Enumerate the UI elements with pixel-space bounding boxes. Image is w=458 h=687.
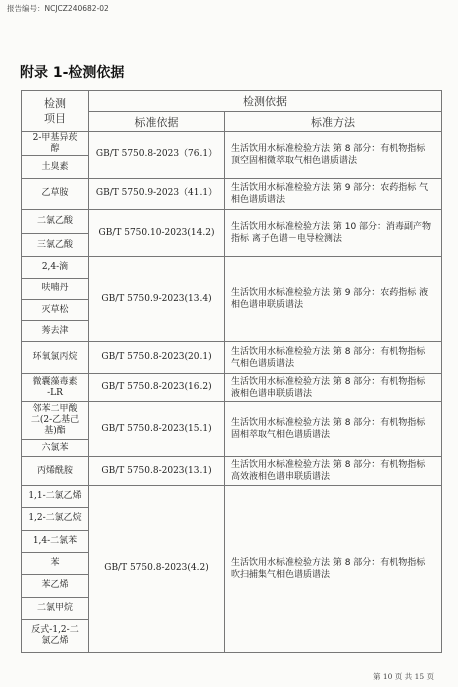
standard-basis: GB/T 5750.8-2023（76.1）: [89, 132, 225, 179]
header-detection-basis: 检测依据: [89, 91, 442, 112]
detection-item: 邻苯二甲酸 二(2-乙基己 基)酯: [22, 401, 89, 439]
standard-method: 生活饮用水标准检验方法 第 8 部分：有机物指标 吹扫捕集气相色谱质谱法: [225, 485, 442, 652]
detection-item: 苯: [22, 552, 89, 574]
standard-basis: GB/T 5750.8-2023(13.1): [89, 457, 225, 486]
appendix-title: 附录 1-检测依据: [20, 65, 125, 81]
standard-basis: GB/T 5750.10-2023(14.2): [89, 209, 225, 257]
page-footer: 第 10 页 共 15 页: [372, 672, 434, 681]
detection-basis-table: [21, 90, 442, 653]
header-standard-basis: 标准依据: [89, 112, 225, 132]
detection-item: 环氧氯丙烷: [22, 342, 89, 374]
standard-basis: GB/T 5750.8-2023(4.2): [89, 485, 225, 652]
standard-basis: GB/T 5750.8-2023(20.1): [89, 342, 225, 374]
detection-item: 2-甲基异莰 醇: [22, 132, 89, 156]
detection-item: 二氯甲烷: [22, 597, 89, 619]
header-standard-method: 标准方法: [225, 112, 442, 132]
table-row: [22, 401, 442, 439]
detection-item: 2,4-滴: [22, 257, 89, 278]
table-row: [22, 178, 442, 209]
header-detection-item: 检测 项目: [22, 91, 89, 132]
standard-method: 生活饮用水标准检验方法 第 9 部分：农药指标 气相色谱质谱法: [225, 178, 442, 209]
detection-item: 微囊藻毒素 -LR: [22, 374, 89, 402]
standard-method: 生活饮用水标准检验方法 第 8 部分：有机物指标 顶空固相微萃取气相色谱质谱法: [225, 132, 442, 179]
detection-item: 乙草胺: [22, 178, 89, 209]
standard-method: 生活饮用水标准检验方法 第 8 部分：有机物指标 液相色谱串联质谱法: [225, 374, 442, 402]
table-row: [22, 457, 442, 486]
standard-method: 生活饮用水标准检验方法 第 8 部分：有机物指标 高效液相色谱串联质谱法: [225, 457, 442, 486]
detection-item: 莠去津: [22, 321, 89, 342]
table-row: [22, 342, 442, 374]
table-row: [22, 257, 442, 278]
standard-basis: GB/T 5750.9-2023(13.4): [89, 257, 225, 342]
table-row: [22, 209, 442, 233]
table-row: [22, 485, 442, 507]
standard-method: 生活饮用水标准检验方法 第 9 部分：农药指标 液相色谱串联质谱法: [225, 257, 442, 342]
detection-item: 六氯苯: [22, 440, 89, 457]
detection-item: 呋喃丹: [22, 278, 89, 299]
detection-item: 三氯乙酸: [22, 234, 89, 257]
detection-item: 1,2-二氯乙烷: [22, 508, 89, 530]
standard-basis: GB/T 5750.9-2023（41.1）: [89, 178, 225, 209]
detection-item: 土臭素: [22, 156, 89, 178]
standard-method: 生活饮用水标准检验方法 第 8 部分：有机物指标 固相萃取气相色谱质谱法: [225, 401, 442, 456]
detection-item: 1,1-二氯乙烯: [22, 485, 89, 507]
detection-item: 二氯乙酸: [22, 209, 89, 233]
standard-method: 生活饮用水标准检验方法 第 10 部分：消毒副产物指标 离子色谱－电导检测法: [225, 209, 442, 257]
standard-basis: GB/T 5750.8-2023(16.2): [89, 374, 225, 402]
detection-item: 灭草松: [22, 299, 89, 320]
standard-method: 生活饮用水标准检验方法 第 8 部分：有机物指标 气相色谱质谱法: [225, 342, 442, 374]
detection-item: 苯乙烯: [22, 575, 89, 597]
detection-item: 1,4-二氯苯: [22, 530, 89, 552]
standard-basis: GB/T 5750.8-2023(15.1): [89, 401, 225, 456]
report-number: 报告编号：NCJCZ240682-02: [7, 4, 109, 13]
detection-item: 丙烯酰胺: [22, 457, 89, 486]
table-row: [22, 132, 442, 156]
table-row: [22, 374, 442, 402]
detection-item: 反式-1,2-二 氯乙烯: [22, 619, 89, 652]
